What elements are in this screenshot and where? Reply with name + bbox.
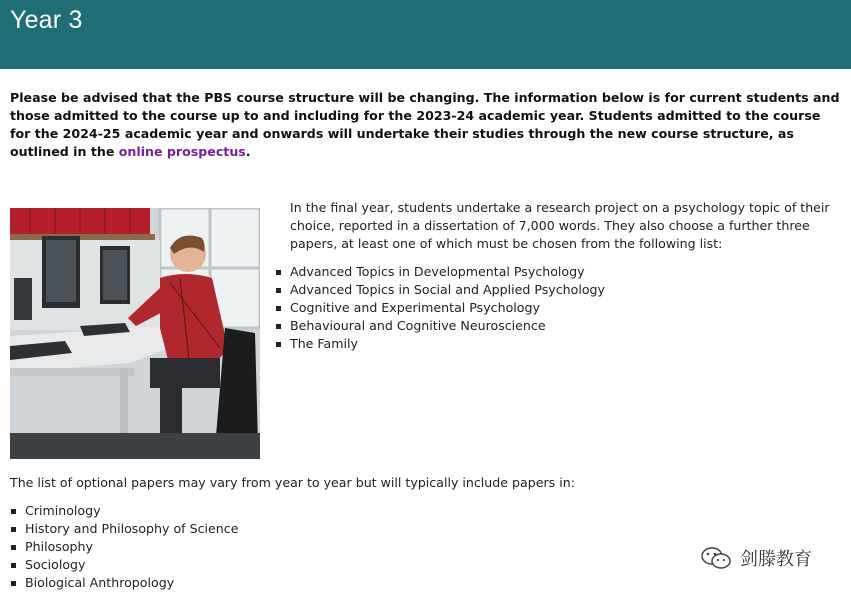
- bullet-icon: [276, 288, 281, 293]
- required-papers-list: [290, 263, 605, 353]
- bullet-icon: [276, 342, 281, 347]
- list-item: [290, 317, 605, 335]
- notice-end: .: [245, 144, 251, 159]
- list-item: [290, 281, 605, 299]
- list-item-label: Advanced Topics in Social and Applied Psychology: [290, 282, 605, 297]
- list-item: [290, 263, 605, 281]
- list-item-label: Biological Anthropology: [25, 575, 175, 590]
- list-item-label: Sociology: [25, 557, 86, 572]
- final-year-intro: In the final year, students undertake a research project on a psychology topic of their choice, reported in a dissertation of 7,000 words. They also choose a further three papers, at least one of which must be chosen from the following list:: [290, 200, 830, 251]
- list-item-label: Philosophy: [25, 539, 93, 554]
- watermark-text: 剑滕教育: [740, 549, 812, 570]
- list-item-label: Criminology: [25, 503, 101, 518]
- student-at-computer-photo: [10, 208, 260, 459]
- bullet-icon: [11, 545, 16, 550]
- notice-text: Please be advised that the PBS course structure will be changing. The information below is for current students and those admitted to the course up to and including for the 2023-24 academic year. Students admitted to the course for the 2024-25 academic year and onwards will undertake their studies through the new course structure, as outlined in the: [10, 90, 840, 159]
- list-item: [25, 574, 238, 592]
- photo-illustration: [10, 208, 260, 459]
- list-item: [25, 520, 238, 538]
- bullet-icon: [11, 509, 16, 514]
- bullet-icon: [276, 270, 281, 275]
- list-item-label: History and Philosophy of Science: [25, 521, 239, 536]
- list-item-label: Advanced Topics in Developmental Psychology: [290, 264, 585, 279]
- list-item-label: Behavioural and Cognitive Neuroscience: [290, 318, 546, 333]
- bullet-icon: [276, 306, 281, 311]
- bullet-icon: [11, 563, 16, 568]
- list-item: [25, 538, 238, 556]
- page-title: Year 3: [10, 6, 83, 34]
- list-item: [290, 335, 605, 353]
- list-item-label: The Family: [290, 336, 358, 351]
- list-item: [290, 299, 605, 317]
- list-item: [25, 502, 238, 520]
- list-item: [25, 556, 238, 574]
- list-item-label: Cognitive and Experimental Psychology: [290, 300, 540, 315]
- bullet-icon: [11, 581, 16, 586]
- optional-papers-list: [25, 502, 238, 592]
- page-header: [0, 0, 851, 69]
- watermark: [700, 545, 812, 571]
- bullet-icon: [276, 324, 281, 329]
- wechat-icon: [700, 546, 732, 570]
- bullet-icon: [11, 527, 16, 532]
- online-prospectus-link[interactable]: online prospectus: [118, 144, 246, 159]
- optional-papers-intro: The list of optional papers may vary from year to year but will typically include papers in:: [10, 475, 575, 490]
- course-change-notice: [10, 89, 842, 161]
